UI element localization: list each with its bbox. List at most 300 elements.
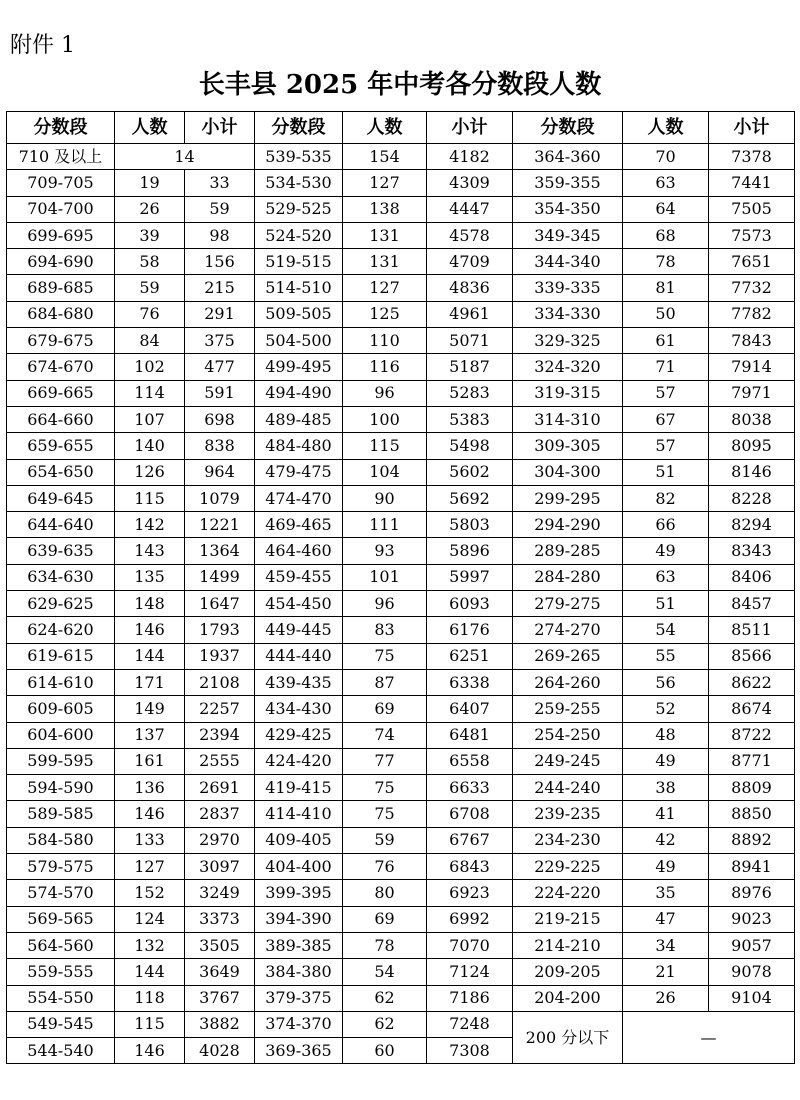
score-range-cell: 489-485 [255, 406, 343, 432]
score-range-cell: 414-410 [255, 801, 343, 827]
subtotal-cell: 4578 [427, 222, 513, 248]
count-cell: 133 [115, 827, 185, 853]
subtotal-cell: 8146 [709, 459, 795, 485]
count-cell: 140 [115, 433, 185, 459]
count-cell: 110 [343, 328, 427, 354]
count-cell: 146 [115, 801, 185, 827]
table-row [7, 433, 795, 459]
count-cell: 124 [115, 906, 185, 932]
count-cell: 70 [623, 144, 709, 170]
score-range-cell: 469-465 [255, 512, 343, 538]
score-range-cell: 319-315 [513, 380, 623, 406]
count-cell: 74 [343, 722, 427, 748]
count-cell: 48 [623, 722, 709, 748]
score-range-cell: 604-600 [7, 722, 115, 748]
count-cell: 41 [623, 801, 709, 827]
subtotal-cell: 2555 [185, 748, 255, 774]
count-cell: 82 [623, 485, 709, 511]
count-cell: 126 [115, 459, 185, 485]
count-cell: 171 [115, 669, 185, 695]
subtotal-cell: 4836 [427, 275, 513, 301]
count-cell: 57 [623, 380, 709, 406]
subtotal-cell: 3097 [185, 854, 255, 880]
subtotal-cell: 3249 [185, 880, 255, 906]
subtotal-cell: 838 [185, 433, 255, 459]
count-cell: 115 [343, 433, 427, 459]
score-range-cell: 289-285 [513, 538, 623, 564]
table-row [7, 880, 795, 906]
table-row [7, 959, 795, 985]
score-range-cell: 609-605 [7, 696, 115, 722]
score-range-cell: 619-615 [7, 643, 115, 669]
count-cell: 78 [343, 932, 427, 958]
table-row [7, 170, 795, 196]
subtotal-cell: 1221 [185, 512, 255, 538]
subtotal-cell: 8722 [709, 722, 795, 748]
count-cell: 80 [343, 880, 427, 906]
table-row [7, 722, 795, 748]
subtotal-cell: 4447 [427, 196, 513, 222]
subtotal-cell: 7971 [709, 380, 795, 406]
subtotal-cell: 7124 [427, 959, 513, 985]
count-cell: 50 [623, 301, 709, 327]
score-range-cell: 534-530 [255, 170, 343, 196]
subtotal-cell: 1937 [185, 643, 255, 669]
score-range-cell: 224-220 [513, 880, 623, 906]
count-cell: 144 [115, 959, 185, 985]
table-row [7, 617, 795, 643]
count-cell: 68 [623, 222, 709, 248]
subtotal-cell: 9104 [709, 985, 795, 1011]
subtotal-cell: 1647 [185, 591, 255, 617]
score-range-cell: 274-270 [513, 617, 623, 643]
score-range-cell: 314-310 [513, 406, 623, 432]
table-row [7, 1011, 795, 1037]
score-range-cell: 279-275 [513, 591, 623, 617]
count-cell: 55 [623, 643, 709, 669]
score-range-cell: 694-690 [7, 249, 115, 275]
score-range-cell: 449-445 [255, 617, 343, 643]
score-range-cell: 549-545 [7, 1011, 115, 1037]
subtotal-cell: 7248 [427, 1011, 513, 1037]
subtotal-cell: 2837 [185, 801, 255, 827]
score-range-cell: 710 及以上 [7, 144, 115, 170]
subtotal-cell: 7070 [427, 932, 513, 958]
table-row [7, 512, 795, 538]
score-range-cell: 404-400 [255, 854, 343, 880]
count-cell: 58 [115, 249, 185, 275]
subtotal-cell: 5602 [427, 459, 513, 485]
subtotal-cell: 1364 [185, 538, 255, 564]
subtotal-cell: 291 [185, 301, 255, 327]
count-cell: 75 [343, 643, 427, 669]
score-range-cell: 494-490 [255, 380, 343, 406]
count-cell: 143 [115, 538, 185, 564]
subtotal-cell: 8892 [709, 827, 795, 853]
subtotal-cell: 9023 [709, 906, 795, 932]
count-cell: 81 [623, 275, 709, 301]
score-range-cell: 259-255 [513, 696, 623, 722]
count-cell: 83 [343, 617, 427, 643]
table-row [7, 459, 795, 485]
table-row [7, 985, 795, 1011]
score-range-cell: 214-210 [513, 932, 623, 958]
score-range-cell: 399-395 [255, 880, 343, 906]
count-cell: 62 [343, 985, 427, 1011]
subtotal-cell: 8850 [709, 801, 795, 827]
below-200-label-cell: 200 分以下 [513, 1011, 623, 1064]
count-cell: 42 [623, 827, 709, 853]
count-cell: 90 [343, 485, 427, 511]
subtotal-cell: 5896 [427, 538, 513, 564]
subtotal-cell: 6633 [427, 775, 513, 801]
table-row [7, 906, 795, 932]
score-range-cell: 359-355 [513, 170, 623, 196]
score-range-cell: 304-300 [513, 459, 623, 485]
subtotal-cell: 4182 [427, 144, 513, 170]
count-cell: 111 [343, 512, 427, 538]
table-row [7, 932, 795, 958]
subtotal-cell: 7308 [427, 1038, 513, 1064]
score-range-cell: 514-510 [255, 275, 343, 301]
header-cell: 人数 [623, 112, 709, 144]
count-cell: 51 [623, 459, 709, 485]
count-cell: 152 [115, 880, 185, 906]
count-cell: 135 [115, 564, 185, 590]
count-cell: 60 [343, 1038, 427, 1064]
subtotal-cell: 6558 [427, 748, 513, 774]
count-cell: 21 [623, 959, 709, 985]
header-cell: 人数 [115, 112, 185, 144]
subtotal-cell: 6407 [427, 696, 513, 722]
count-cell: 64 [623, 196, 709, 222]
score-range-cell: 284-280 [513, 564, 623, 590]
score-range-cell: 474-470 [255, 485, 343, 511]
subtotal-cell: 7914 [709, 354, 795, 380]
subtotal-cell: 4309 [427, 170, 513, 196]
score-range-cell: 394-390 [255, 906, 343, 932]
subtotal-cell: 2394 [185, 722, 255, 748]
score-range-cell: 509-505 [255, 301, 343, 327]
count-cell: 131 [343, 249, 427, 275]
score-range-cell: 204-200 [513, 985, 623, 1011]
score-range-cell: 664-660 [7, 406, 115, 432]
table-row [7, 538, 795, 564]
table-row [7, 669, 795, 695]
subtotal-cell: 9078 [709, 959, 795, 985]
count-cell: 38 [623, 775, 709, 801]
count-cell: 49 [623, 854, 709, 880]
subtotal-cell: 698 [185, 406, 255, 432]
subtotal-cell: 8343 [709, 538, 795, 564]
count-cell: 84 [115, 328, 185, 354]
table-row [7, 328, 795, 354]
score-range-cell: 629-625 [7, 591, 115, 617]
count-cell: 69 [343, 696, 427, 722]
subtotal-cell: 8674 [709, 696, 795, 722]
score-range-cell: 589-585 [7, 801, 115, 827]
score-range-cell: 419-415 [255, 775, 343, 801]
subtotal-cell: 5187 [427, 354, 513, 380]
score-range-cell: 374-370 [255, 1011, 343, 1037]
count-cell: 96 [343, 591, 427, 617]
score-range-cell: 254-250 [513, 722, 623, 748]
score-range-cell: 484-480 [255, 433, 343, 459]
subtotal-cell: 3649 [185, 959, 255, 985]
score-range-cell: 354-350 [513, 196, 623, 222]
subtotal-cell: 98 [185, 222, 255, 248]
score-range-cell: 269-265 [513, 643, 623, 669]
subtotal-cell: 1499 [185, 564, 255, 590]
subtotal-cell: 7505 [709, 196, 795, 222]
table-row [7, 854, 795, 880]
subtotal-cell: 8566 [709, 643, 795, 669]
subtotal-cell: 477 [185, 354, 255, 380]
score-range-cell: 244-240 [513, 775, 623, 801]
table-row [7, 564, 795, 590]
count-cell: 149 [115, 696, 185, 722]
score-range-cell: 654-650 [7, 459, 115, 485]
subtotal-cell: 8771 [709, 748, 795, 774]
header-cell: 分数段 [255, 112, 343, 144]
score-range-cell: 249-245 [513, 748, 623, 774]
subtotal-cell: 1079 [185, 485, 255, 511]
subtotal-cell: 8228 [709, 485, 795, 511]
table-row [7, 591, 795, 617]
score-range-cell: 334-330 [513, 301, 623, 327]
count-cell: 138 [343, 196, 427, 222]
score-range-cell: 599-595 [7, 748, 115, 774]
count-cell: 61 [623, 328, 709, 354]
table-row [7, 196, 795, 222]
count-cell: 39 [115, 222, 185, 248]
attachment-label: 附件 1 [10, 33, 75, 58]
count-cell: 148 [115, 591, 185, 617]
score-range-cell: 349-345 [513, 222, 623, 248]
count-cell: 75 [343, 801, 427, 827]
count-cell: 59 [115, 275, 185, 301]
count-cell: 131 [343, 222, 427, 248]
count-cell: 115 [115, 1011, 185, 1037]
count-cell: 142 [115, 512, 185, 538]
score-range-cell: 559-555 [7, 959, 115, 985]
score-range-cell: 699-695 [7, 222, 115, 248]
score-range-cell: 594-590 [7, 775, 115, 801]
score-range-cell: 219-215 [513, 906, 623, 932]
score-range-cell: 519-515 [255, 249, 343, 275]
score-range-cell: 649-645 [7, 485, 115, 511]
count-cell: 115 [115, 485, 185, 511]
score-range-cell: 299-295 [513, 485, 623, 511]
count-cell: 93 [343, 538, 427, 564]
count-cell: 19 [115, 170, 185, 196]
table-row [7, 748, 795, 774]
count-cell: 67 [623, 406, 709, 432]
score-range-cell: 309-305 [513, 433, 623, 459]
score-range-cell: 704-700 [7, 196, 115, 222]
count-cell: 127 [343, 170, 427, 196]
subtotal-cell: 4961 [427, 301, 513, 327]
subtotal-cell: 8457 [709, 591, 795, 617]
count-cell: 77 [343, 748, 427, 774]
count-cell: 101 [343, 564, 427, 590]
table-row [7, 775, 795, 801]
subtotal-cell: 2257 [185, 696, 255, 722]
count-cell: 146 [115, 1038, 185, 1064]
subtotal-cell: 7186 [427, 985, 513, 1011]
count-cell: 52 [623, 696, 709, 722]
count-cell: 75 [343, 775, 427, 801]
subtotal-cell: 5803 [427, 512, 513, 538]
score-range-cell: 499-495 [255, 354, 343, 380]
count-cell: 132 [115, 932, 185, 958]
subtotal-cell: 7782 [709, 301, 795, 327]
subtotal-cell: 2108 [185, 669, 255, 695]
header-cell: 分数段 [7, 112, 115, 144]
score-range-cell: 209-205 [513, 959, 623, 985]
score-range-cell: 409-405 [255, 827, 343, 853]
subtotal-cell: 5997 [427, 564, 513, 590]
subtotal-cell: 7843 [709, 328, 795, 354]
count-cell: 104 [343, 459, 427, 485]
subtotal-cell: 156 [185, 249, 255, 275]
subtotal-cell: 6767 [427, 827, 513, 853]
subtotal-cell: 6176 [427, 617, 513, 643]
subtotal-cell: 1793 [185, 617, 255, 643]
score-range-cell: 669-665 [7, 380, 115, 406]
subtotal-cell: 33 [185, 170, 255, 196]
subtotal-cell: 215 [185, 275, 255, 301]
score-range-cell: 644-640 [7, 512, 115, 538]
subtotal-cell: 6093 [427, 591, 513, 617]
score-range-cell: 539-535 [255, 144, 343, 170]
subtotal-cell: 6843 [427, 854, 513, 880]
score-range-cell: 444-440 [255, 643, 343, 669]
score-range-cell: 429-425 [255, 722, 343, 748]
score-range-cell: 239-235 [513, 801, 623, 827]
count-cell: 51 [623, 591, 709, 617]
score-range-cell: 634-630 [7, 564, 115, 590]
score-range-cell: 369-365 [255, 1038, 343, 1064]
count-cell: 47 [623, 906, 709, 932]
count-cell: 54 [623, 617, 709, 643]
table-row [7, 380, 795, 406]
subtotal-cell: 6923 [427, 880, 513, 906]
subtotal-cell: 4028 [185, 1038, 255, 1064]
count-cell: 161 [115, 748, 185, 774]
count-cell: 100 [343, 406, 427, 432]
count-cell: 49 [623, 538, 709, 564]
count-cell: 76 [343, 854, 427, 880]
table-row [7, 354, 795, 380]
score-range-cell: 709-705 [7, 170, 115, 196]
header-cell: 人数 [343, 112, 427, 144]
subtotal-cell: 8095 [709, 433, 795, 459]
count-cell: 49 [623, 748, 709, 774]
subtotal-cell: 7378 [709, 144, 795, 170]
score-range-cell: 459-455 [255, 564, 343, 590]
count-cell: 54 [343, 959, 427, 985]
subtotal-cell: 4709 [427, 249, 513, 275]
score-range-cell: 639-635 [7, 538, 115, 564]
count-cell: 26 [115, 196, 185, 222]
count-cell: 102 [115, 354, 185, 380]
subtotal-cell: 964 [185, 459, 255, 485]
score-range-cell: 294-290 [513, 512, 623, 538]
subtotal-cell: 5498 [427, 433, 513, 459]
score-range-cell: 679-675 [7, 328, 115, 354]
score-range-cell: 524-520 [255, 222, 343, 248]
score-range-cell: 364-360 [513, 144, 623, 170]
count-cell: 114 [115, 380, 185, 406]
score-range-cell: 264-260 [513, 669, 623, 695]
subtotal-cell: 6251 [427, 643, 513, 669]
subtotal-cell: 8511 [709, 617, 795, 643]
count-cell: 96 [343, 380, 427, 406]
score-range-cell: 384-380 [255, 959, 343, 985]
subtotal-cell: 591 [185, 380, 255, 406]
subtotal-cell: 6708 [427, 801, 513, 827]
header-cell: 小计 [185, 112, 255, 144]
subtotal-cell: 8976 [709, 880, 795, 906]
subtotal-cell: 8809 [709, 775, 795, 801]
subtotal-cell: 5383 [427, 406, 513, 432]
subtotal-cell: 7573 [709, 222, 795, 248]
score-range-cell: 389-385 [255, 932, 343, 958]
subtotal-cell: 5071 [427, 328, 513, 354]
subtotal-cell: 5692 [427, 485, 513, 511]
score-range-cell: 229-225 [513, 854, 623, 880]
score-range-cell: 554-550 [7, 985, 115, 1011]
score-range-cell: 659-655 [7, 433, 115, 459]
header-cell: 小计 [427, 112, 513, 144]
subtotal-cell: 375 [185, 328, 255, 354]
table-row [7, 643, 795, 669]
count-cell: 62 [343, 1011, 427, 1037]
table-row [7, 275, 795, 301]
subtotal-cell: 8038 [709, 406, 795, 432]
score-range-cell: 569-565 [7, 906, 115, 932]
merged-count-cell: 14 [115, 144, 255, 170]
subtotal-cell: 6338 [427, 669, 513, 695]
score-range-cell: 674-670 [7, 354, 115, 380]
header-cell: 小计 [709, 112, 795, 144]
table-row [7, 801, 795, 827]
score-range-cell: 379-375 [255, 985, 343, 1011]
count-cell: 144 [115, 643, 185, 669]
score-range-cell: 329-325 [513, 328, 623, 354]
subtotal-cell: 3767 [185, 985, 255, 1011]
subtotal-cell: 7651 [709, 249, 795, 275]
subtotal-cell: 8941 [709, 854, 795, 880]
count-cell: 59 [343, 827, 427, 853]
count-cell: 78 [623, 249, 709, 275]
count-cell: 127 [343, 275, 427, 301]
subtotal-cell: 8406 [709, 564, 795, 590]
count-cell: 125 [343, 301, 427, 327]
count-cell: 146 [115, 617, 185, 643]
count-cell: 154 [343, 144, 427, 170]
subtotal-cell: 8294 [709, 512, 795, 538]
subtotal-cell: 2970 [185, 827, 255, 853]
subtotal-cell: 9057 [709, 932, 795, 958]
count-cell: 35 [623, 880, 709, 906]
table-row [7, 406, 795, 432]
subtotal-cell: 6992 [427, 906, 513, 932]
count-cell: 136 [115, 775, 185, 801]
subtotal-cell: 2691 [185, 775, 255, 801]
header-cell: 分数段 [513, 112, 623, 144]
